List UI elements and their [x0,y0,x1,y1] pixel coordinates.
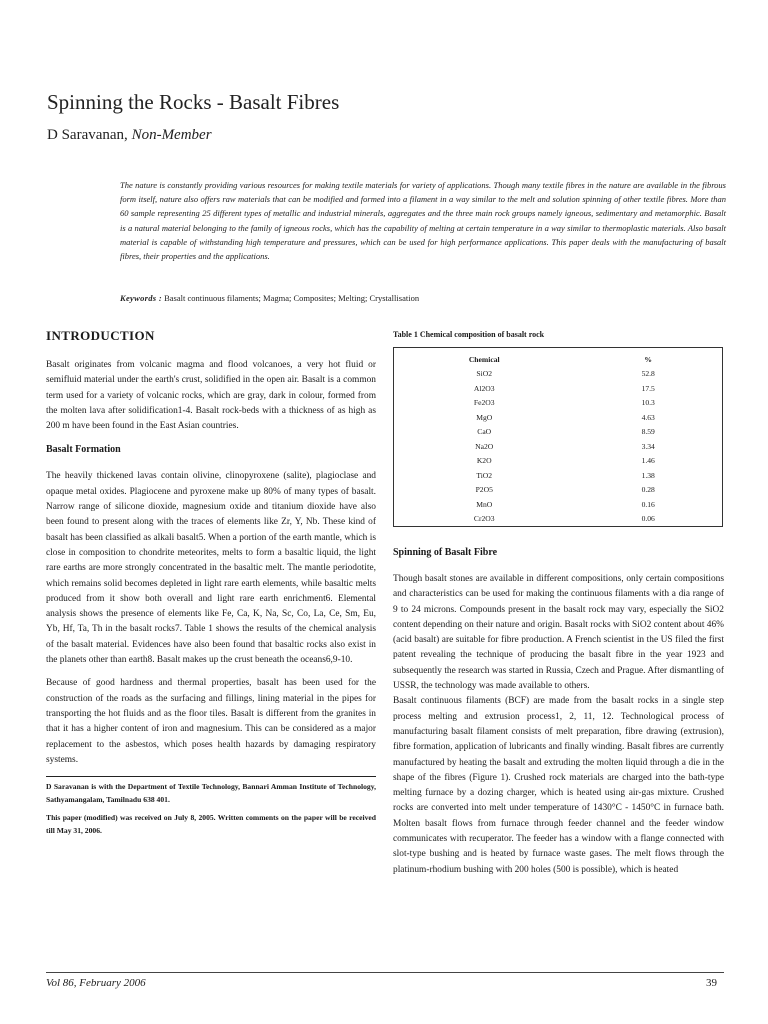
table-header-row [394,348,723,367]
chemical-cell: Fe2O3 [473,398,495,408]
chemical-cell: K2O [476,456,492,466]
percent-cell: 4.63 [641,412,655,422]
chemical-cell: Na2O [475,441,494,451]
percent-cell: 52.8 [641,369,655,379]
table-header-chemical: Chemical [468,354,500,364]
table-caption: Table 1 Chemical composition of basalt rock [393,330,545,339]
percent-cell: 0.28 [641,485,655,495]
table-row [394,497,723,512]
footnote-affiliation: D Saravanan is with the Department of Textile Technology, Bannari Amman Institute of Technology, Sathyamangalam, Tamilnadu 638 401. [46,782,376,804]
table-row [394,381,723,396]
percent-cell: 10.3 [641,398,655,408]
keywords-text: Basalt continuous filaments; Magma; Composites; Melting; Crystallisation [164,293,420,303]
chemical-composition-table [393,347,723,527]
table-row [394,512,723,527]
chemical-cell: MgO [476,412,493,422]
keywords-label: Keywords : [120,293,162,303]
article-title: Spinning the Rocks - Basalt Fibres [47,90,340,114]
table-row [394,425,723,440]
abstract: The nature is constantly providing various resources for making textile materials for variety of applications. Though many textile fibres in the nature are available in the fibrous form itself, nature also offers raw materials that can be modified and formed into a filament in a way similar to the melt and solution spinning of other textile fibres. More than 60 sample representing 25 different types of metallic and industrial minerals, aggregates and the three main rock groups namely igneous, sedimentary and metamorphic. Basalt is a natural material belonging to the family of igneous rocks, which has the capability of melting at certain temperature in a way similar to thermoplastic materials. Also basalt material is capable of withstanding high temperature and pressures, which can be used for high performance applications. This paper deals with the manufacturing of basalt fibres, their properties and the applications. [120,180,726,262]
chemical-cell: SiO2 [476,369,493,379]
author-name: D Saravanan, [47,127,128,143]
introduction-heading: INTRODUCTION [46,328,155,343]
spinning-heading: Spinning of Basalt Fibre [393,547,498,558]
keywords [120,293,726,303]
footer-divider [46,972,724,973]
table-row [394,410,723,425]
table-row [394,396,723,411]
percent-cell: 17.5 [641,383,655,393]
chemical-cell: Cr2O3 [473,514,495,524]
left-column [46,328,376,843]
table-row [394,367,723,382]
percent-cell: 3.34 [641,441,655,451]
table-header-percent: % [644,354,653,364]
introduction-paragraph: Basalt originates from volcanic magma and flood volcanoes, a very hot fluid or semifluid material under the earth's crust, solidified in the open air. Basalt is a common term used for a variety of volcanic rocks, which are gray, dark in colour, formed from the molten lava after solidification1-4. Basalt rock-beds with a thickness of as high as 200 m have been found in the East Asian countries. [46,360,376,432]
issue-info: Vol 86, February 2006 [46,977,146,989]
chemical-cell: P2O5 [475,485,493,495]
footnote-received: This paper (modified) was received on July 8, 2005. Written comments on the paper will be received till May 31, 2006. [46,813,376,835]
spinning-paragraph-1: Though basalt stones are available in different compositions, only certain compositions and characteristics can be used for making the continuous filaments with a dia range of 9 to 24 microns. Compounds present in the basalt rock may vary, especially the SiO2 content depending on their nature and origin. Basalt rocks with SiO2 content about 46% (acid basalt) are suitable for fibre production. A French scientist in the US filed the first patent revealing the technique of producing the basalt fibre in the year 1923 and subsequently the research was started in Russia, Czech and Prague. After dismantling of USSR, the technology was made available to others. [393,574,724,692]
percent-cell: 1.46 [641,456,655,466]
basalt-formation-heading: Basalt Formation [46,444,121,456]
formation-paragraph-1: The heavily thickened lavas contain olivine, clinopyroxene (salite), plagioclase and opaque metal oxides. Plagiocene and pyroxene make up 80% of many types of basalt. Narrow range of silicone dioxide, magnesium oxide and titanium dioxide have also been found to present along with the traces of elements like Zr, Y, Nb. These kind of basalt has been classified as alkali basalt5. When a portion of the earth mantle, which is close in composition to chondrite meteorites, melts to form a basaltic liquid, the light rare earths are more strongly concentrated in the basaltic melt. The mantle periodotite, which remains solid becomes depleted in light rare earth elements, while basaltic melts produced from it show both overall and light rare earth enrichment6. Elemental analysis shows the presence of elements like Fe, Ca, K, Na, Sc, Co, La, Ce, Sm, Eu, Yb, Hf, Ta, Th in the basalt rocks7. Table 1 shows the results of the chemical analysis of the basalt material. Evidences have also been found that basaltic rocks also exist in the planets other than earth8. Basalt makes up the crust beneath the oceans6,9-10. [46,471,376,666]
percent-cell: 1.38 [641,470,655,480]
chemical-cell: CaO [477,427,492,437]
percent-cell: 8.59 [641,427,655,437]
table-row [394,454,723,469]
formation-paragraph-2: Because of good hardness and thermal properties, basalt has been used for the construction of the roads as the surfacing and fillings, lining material in the pipes for transporting the hot fluids and as the floor tiles. Basalt is different from the granites in that it has a higher content of iron and magnesium. This can be considered as a major replacement to the asbestos, which poses health hazards by damaging respiratory systems. [46,678,376,765]
chemical-cell: Al2O3 [473,383,495,393]
page-number: 39 [706,977,717,989]
chemical-cell: MnO [476,499,493,509]
author-line [47,127,212,144]
footnote-divider [46,776,376,777]
table-row [394,483,723,498]
chemical-cell: TiO2 [476,470,493,480]
percent-cell: 0.16 [641,499,655,509]
member-status: Non-Member [131,127,212,143]
table-row [394,439,723,454]
percent-cell: 0.06 [641,514,655,524]
right-column [393,330,724,886]
table-row [394,468,723,483]
spinning-paragraph-2: Basalt continuous filaments (BCF) are made from the basalt rocks in a single step process melting and extrusion process1, 2, 11, 12. Technological process of manufacturing basalt filament consists of melt preparation, fibre drawing (extrusion), fibre formation, application of lubricants and finally winding. Basalt fibres are currently manufactured by heating the basalt and extruding the molten liquid through a die in the shape of the fibres (Figure 1). Crushed rock materials are charged into the bath-type melting furnace by a dozing charger, which is heated using air-gas mixture. Crushed rocks are converted into melt under temperature of 1430°C - 1450°C in furnace bath. Molten basalt flows from furnace through feeder channel and the feeder window communicates with recuperator. The feeder has a window with a flange connected with slot-type bushing and is heated by furnace waste gases. The melt flows through the platinum-rhodium bushing with 200 holes (500 is possible), which is heated [393,696,724,875]
